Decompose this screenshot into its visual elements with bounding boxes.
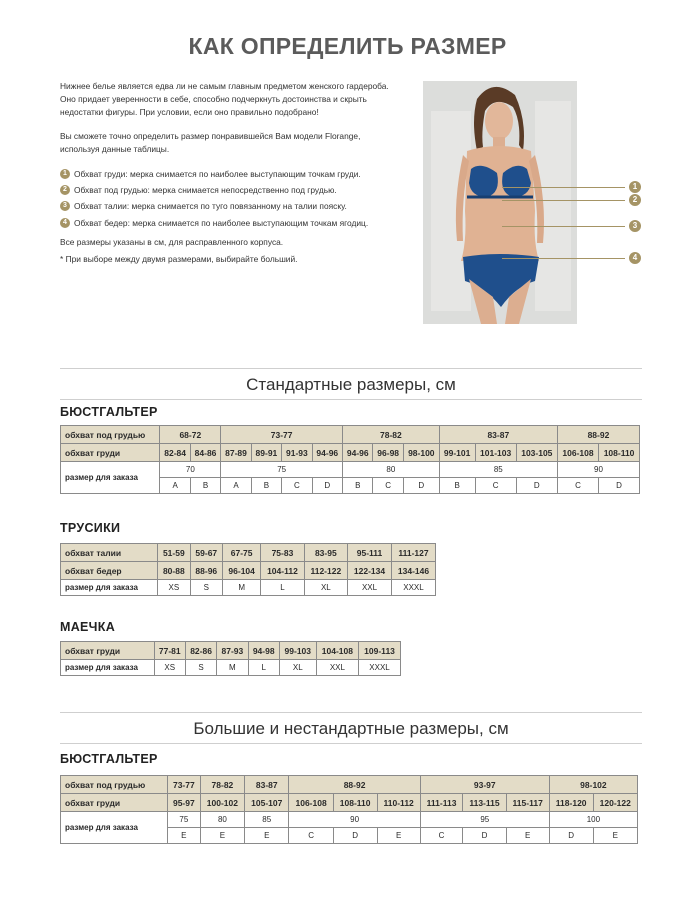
large-bra-size-table xyxy=(60,775,638,844)
callout-1-icon: 1 xyxy=(629,181,641,193)
table-cell: 95 xyxy=(420,812,549,828)
table-cell: D xyxy=(599,478,640,494)
intro-paragraph-1: Нижнее белье является едва ли не самым главным предметом женского гардероба. Оно придает уверенности в себе, способно подчеркнуть достоинства и скрыть недостатки фигуры. При условии, если оно правильно подобрано! xyxy=(60,81,389,118)
table-cell: 78-82 xyxy=(343,426,440,444)
top-size-table xyxy=(60,641,401,676)
table-cell: 85 xyxy=(245,812,289,828)
table-cell: C xyxy=(475,478,516,494)
table-cell: XS xyxy=(158,580,190,596)
callout-line-4 xyxy=(502,258,625,259)
table-cell: C xyxy=(373,478,403,494)
table-cell: 80 xyxy=(200,812,244,828)
table-cell: 78-82 xyxy=(200,776,244,794)
table-cell: XS xyxy=(154,660,185,676)
table-cell: 83-87 xyxy=(245,776,289,794)
note-choose-larger: * При выборе между двумя размерами, выбирайте больший. xyxy=(60,254,298,265)
table-cell: 80 xyxy=(343,462,440,478)
table-cell: E xyxy=(377,828,420,844)
table-cell: 95-111 xyxy=(348,544,392,562)
table-cell: E xyxy=(506,828,549,844)
callout-line-1 xyxy=(502,187,625,188)
table-cell: 91-93 xyxy=(282,444,312,462)
bullet-text: Обхват бедер: мерка снимается по наиболее выступающим точкам ягодиц. xyxy=(74,217,369,228)
table-cell: 95-97 xyxy=(167,794,200,812)
table-cell: 73-77 xyxy=(221,426,343,444)
row-label: обхват бедер xyxy=(61,562,158,580)
table-cell: 100-102 xyxy=(200,794,244,812)
table-cell: 88-92 xyxy=(289,776,420,794)
table-cell: 122-134 xyxy=(348,562,392,580)
table-cell: E xyxy=(200,828,244,844)
row-label: обхват груди xyxy=(61,794,168,812)
callout-2-icon: 2 xyxy=(629,194,641,206)
table-row xyxy=(61,776,638,794)
table-cell: C xyxy=(282,478,312,494)
table-cell: 98-100 xyxy=(403,444,439,462)
table-cell: 111-127 xyxy=(391,544,435,562)
intro-text xyxy=(60,80,400,276)
table-cell: 108-110 xyxy=(333,794,377,812)
table-cell: 75 xyxy=(167,812,200,828)
table-cell: A xyxy=(160,478,190,494)
table-cell: M xyxy=(217,660,248,676)
table-cell: 104-108 xyxy=(316,642,358,660)
row-label: обхват талии xyxy=(61,544,158,562)
panties-heading: ТРУСИКИ xyxy=(60,521,121,535)
table-cell: D xyxy=(463,828,506,844)
table-cell: 88-92 xyxy=(557,426,639,444)
callout-line-2 xyxy=(502,200,625,201)
row-label: размер для заказа xyxy=(61,462,160,494)
bullet-3 xyxy=(60,200,400,213)
model-photo xyxy=(423,81,577,324)
number-badge-icon: 1 xyxy=(60,169,70,179)
row-label: обхват груди xyxy=(61,642,155,660)
table-cell: 109-113 xyxy=(359,642,401,660)
row-label: размер для заказа xyxy=(61,812,168,844)
callout-line-3 xyxy=(502,226,625,227)
table-cell: 99-103 xyxy=(279,642,316,660)
table-row xyxy=(61,462,640,478)
table-cell: 94-96 xyxy=(312,444,342,462)
number-badge-icon: 2 xyxy=(60,185,70,195)
table-row xyxy=(61,580,436,596)
table-cell: 84-86 xyxy=(190,444,220,462)
table-cell: 87-89 xyxy=(221,444,251,462)
page-title: КАК ОПРЕДЕЛИТЬ РАЗМЕР xyxy=(188,33,507,59)
table-cell: XL xyxy=(304,580,347,596)
bra-size-table xyxy=(60,425,640,494)
section-large-title: Большие и нестандартные размеры, см xyxy=(60,712,642,744)
table-cell: 99-101 xyxy=(439,444,475,462)
table-cell: 101-103 xyxy=(475,444,516,462)
table-cell: 108-110 xyxy=(599,444,640,462)
table-cell: 106-108 xyxy=(289,794,333,812)
table-cell: 106-108 xyxy=(557,444,598,462)
table-cell: C xyxy=(289,828,333,844)
row-label: обхват под грудью xyxy=(61,776,168,794)
bullet-text: Обхват талии: мерка снимается по туго повязанному на талии пояску. xyxy=(74,201,347,212)
row-label: обхват под грудью xyxy=(61,426,160,444)
table-cell: B xyxy=(343,478,373,494)
table-row xyxy=(61,812,638,828)
table-cell: D xyxy=(333,828,377,844)
table-cell: 118-120 xyxy=(549,794,593,812)
bullet-2 xyxy=(60,184,400,197)
callout-4-icon: 4 xyxy=(629,252,641,264)
number-badge-icon: 3 xyxy=(60,201,70,211)
table-cell: 105-107 xyxy=(245,794,289,812)
table-cell: 83-95 xyxy=(304,544,347,562)
table-cell: E xyxy=(167,828,200,844)
table-cell: 94-96 xyxy=(343,444,373,462)
table-cell: 120-122 xyxy=(593,794,637,812)
table-cell: 59-67 xyxy=(190,544,222,562)
table-cell: XXXL xyxy=(359,660,401,676)
table-cell: 80-88 xyxy=(158,562,190,580)
bra-heading: БЮСТГАЛЬТЕР xyxy=(60,405,158,419)
table-row xyxy=(61,660,401,676)
table-row xyxy=(61,794,638,812)
top-heading: МАЕЧКА xyxy=(60,620,116,634)
table-cell: E xyxy=(245,828,289,844)
table-cell: 73-77 xyxy=(167,776,200,794)
table-cell: 90 xyxy=(557,462,639,478)
table-cell: 87-93 xyxy=(217,642,248,660)
table-cell: 103-105 xyxy=(516,444,557,462)
table-cell: B xyxy=(439,478,475,494)
table-row xyxy=(61,444,640,462)
row-label: размер для заказа xyxy=(61,660,155,676)
note-units: Все размеры указаны в см, для расправленного корпуса. xyxy=(60,236,284,247)
bullet-1 xyxy=(60,168,400,181)
table-cell: D xyxy=(403,478,439,494)
table-cell: D xyxy=(312,478,342,494)
callout-3-icon: 3 xyxy=(629,220,641,232)
table-cell: 94-98 xyxy=(248,642,279,660)
table-cell: 93-97 xyxy=(420,776,549,794)
table-row xyxy=(61,642,401,660)
table-cell: 51-59 xyxy=(158,544,190,562)
table-cell: D xyxy=(549,828,593,844)
table-cell: 90 xyxy=(289,812,420,828)
table-cell: S xyxy=(185,660,216,676)
section-standard-title: Стандартные размеры, см xyxy=(60,368,642,400)
table-cell: 68-72 xyxy=(160,426,221,444)
table-cell: B xyxy=(251,478,281,494)
table-cell: 83-87 xyxy=(439,426,557,444)
bullet-text: Обхват груди: мерка снимается по наиболее выступающим точкам груди. xyxy=(74,169,361,180)
table-cell: 134-146 xyxy=(391,562,435,580)
table-cell: 88-96 xyxy=(190,562,222,580)
table-cell: 67-75 xyxy=(223,544,261,562)
panties-size-table xyxy=(60,543,436,596)
table-cell: 112-122 xyxy=(304,562,347,580)
table-cell: 89-91 xyxy=(251,444,281,462)
table-cell: 75 xyxy=(221,462,343,478)
table-cell: XXXL xyxy=(391,580,435,596)
table-cell: 82-84 xyxy=(160,444,190,462)
large-bra-heading: БЮСТГАЛЬТЕР xyxy=(60,752,158,766)
table-cell: M xyxy=(223,580,261,596)
table-cell: 113-115 xyxy=(463,794,506,812)
table-cell: C xyxy=(557,478,598,494)
table-cell: XL xyxy=(279,660,316,676)
table-cell: 100 xyxy=(549,812,637,828)
table-cell: C xyxy=(420,828,463,844)
table-cell: 104-112 xyxy=(261,562,304,580)
table-cell: 96-98 xyxy=(373,444,403,462)
table-cell: 70 xyxy=(160,462,221,478)
table-cell: E xyxy=(593,828,637,844)
table-cell: 110-112 xyxy=(377,794,420,812)
number-badge-icon: 4 xyxy=(60,218,70,228)
bullet-4 xyxy=(60,217,400,230)
table-cell: B xyxy=(190,478,220,494)
model-illustration xyxy=(423,81,577,324)
table-cell: A xyxy=(221,478,251,494)
row-label: размер для заказа xyxy=(61,580,158,596)
table-cell: XXL xyxy=(316,660,358,676)
table-row xyxy=(61,562,436,580)
table-cell: D xyxy=(516,478,557,494)
table-row xyxy=(61,544,436,562)
table-cell: S xyxy=(190,580,222,596)
table-cell: XXL xyxy=(348,580,392,596)
table-cell: 85 xyxy=(439,462,557,478)
table-cell: 75-83 xyxy=(261,544,304,562)
table-cell: 96-104 xyxy=(223,562,261,580)
table-cell: 98-102 xyxy=(549,776,637,794)
table-row xyxy=(61,426,640,444)
intro-paragraph-2: Вы сможете точно определить размер понравившейся Вам модели Florange, используя данные таблицы. xyxy=(60,130,361,154)
bullet-text: Обхват под грудью: мерка снимается непосредственно под грудью. xyxy=(74,185,337,196)
table-cell: L xyxy=(248,660,279,676)
table-cell: 77-81 xyxy=(154,642,185,660)
table-cell: 82-86 xyxy=(185,642,216,660)
row-label: обхват груди xyxy=(61,444,160,462)
table-cell: L xyxy=(261,580,304,596)
table-cell: 115-117 xyxy=(506,794,549,812)
table-cell: 111-113 xyxy=(420,794,463,812)
